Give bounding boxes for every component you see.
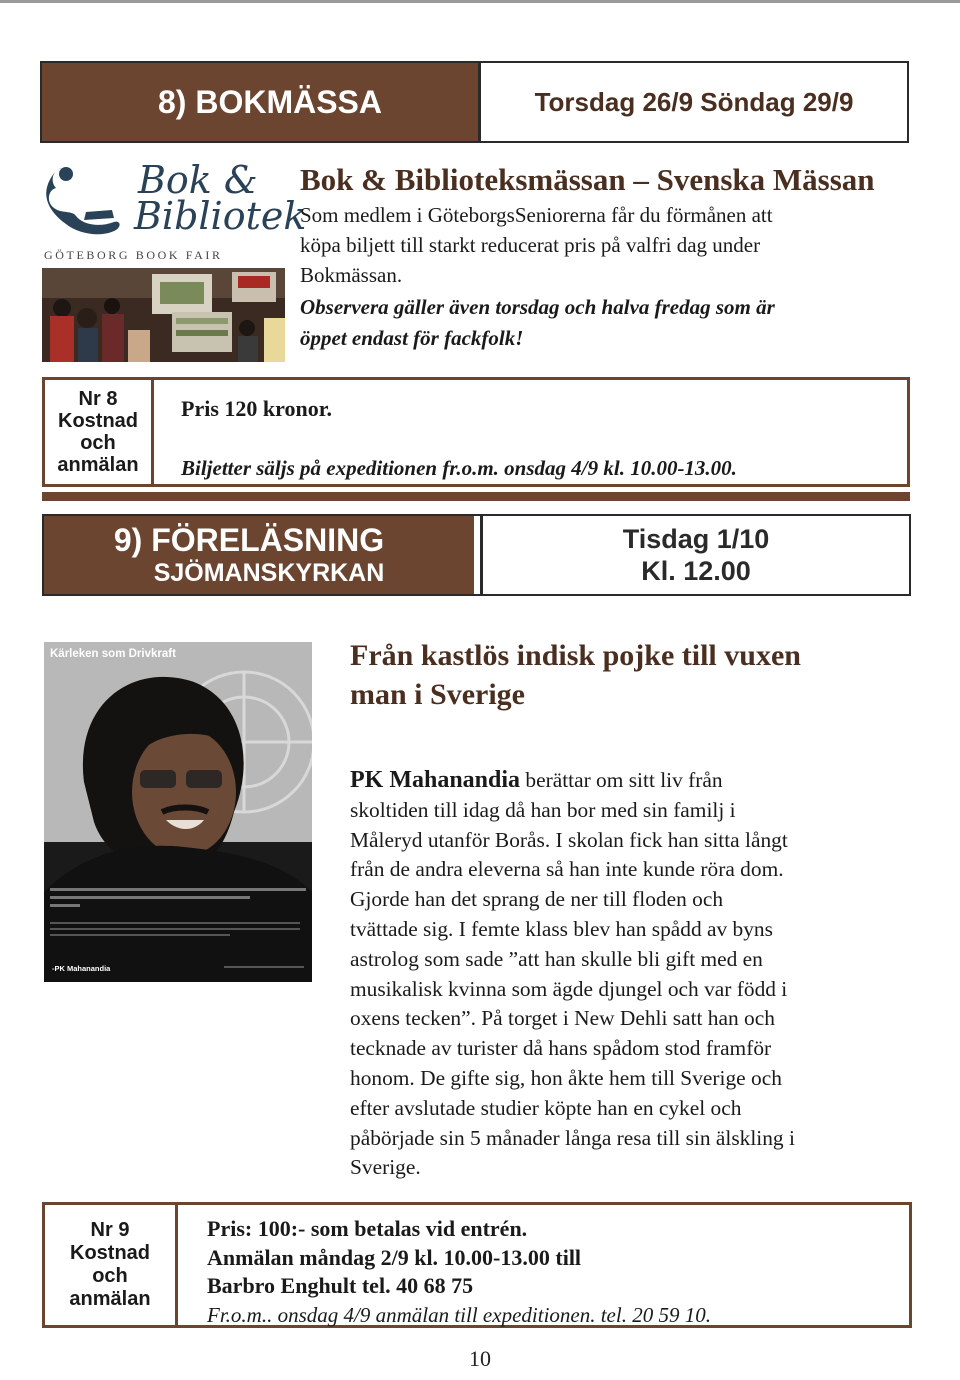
section-9-title: 9) FÖRELÄSNING — [113, 522, 385, 558]
expedition-line: Fr.o.m.. onsdag 4/9 anmälan till expeditionen. tel. 20 59 10. — [207, 1302, 711, 1327]
body-line: Gjorde han det sprang de ner till floden och — [350, 887, 724, 912]
poster-title: Kärleken som Drivkraft — [50, 648, 176, 660]
body-line: musikalisk kvinna som ägde djungel och var född i — [350, 976, 788, 1001]
bok-bibliotek-logo — [42, 158, 307, 262]
section-9-body — [350, 766, 910, 1183]
body-line: påbörjade sin 5 månader långa resa till sin älskling i — [350, 1125, 795, 1150]
top-rule — [0, 0, 960, 3]
section-8-body-line: Bokmässan. — [300, 263, 403, 287]
body-line: efter avslutade studier köpte han en cykel och — [350, 1095, 742, 1120]
page-number: 10 — [469, 1346, 491, 1371]
section-8-note-line: öppet endast för fackfolk! — [300, 326, 524, 350]
heading-line: man i Sverige — [350, 678, 525, 711]
body-line: skoltiden till idag då han bor med sin familj i — [350, 797, 736, 822]
label-line: anmälan — [57, 454, 139, 476]
section-9-header — [42, 514, 911, 596]
section-9-time: Kl. 12.00 — [641, 556, 751, 586]
section-9-date: Tisdag 1/10 — [622, 524, 770, 554]
logo-word-1: Bok & — [138, 158, 258, 202]
body-line: berättar om sitt liv från — [520, 768, 723, 792]
section-8-box-label — [45, 380, 154, 484]
label-line: Nr 8 — [78, 388, 118, 410]
registration-line: Anmälan måndag 2/9 kl. 10.00-13.00 till — [207, 1244, 582, 1270]
label-line: anmälan — [69, 1288, 151, 1310]
speaker-name: PK Mahanandia — [350, 767, 521, 793]
contact-line: Barbro Enghult tel. 40 68 75 — [207, 1273, 474, 1298]
section-divider — [42, 492, 910, 501]
section-9-description — [350, 636, 910, 1183]
section-9-subtitle: SJÖMANSKYRKAN — [153, 559, 385, 587]
book-poster — [44, 642, 312, 982]
label-line: Kostnad — [58, 410, 138, 432]
section-8-heading: Bok & Biblioteksmässan – Svenska Mässan — [300, 162, 875, 197]
section-8-tickets: Biljetter säljs på expeditionen fr.o.m. onsdag 4/9 kl. 10.00-13.00. — [181, 456, 737, 480]
label-line: och — [92, 1265, 128, 1287]
label-line: Kostnad — [70, 1242, 150, 1264]
price-line: Pris: 100:- som betalas vid entrén. — [207, 1216, 528, 1241]
section-9-box-label — [45, 1205, 178, 1325]
section-8-price-box — [42, 377, 910, 487]
body-line: oxens tecken”. På torget i New Dehli satt han och — [350, 1006, 775, 1031]
logo-fair-text: GÖTEBORG BOOK FAIR — [44, 248, 223, 262]
section-9-datetime — [480, 516, 909, 594]
body-line: Måleryd utanför Borås. I skolan fick han sitta långt — [350, 827, 788, 852]
section-9-box-lines — [207, 1215, 711, 1329]
section-9-title-block — [44, 516, 474, 594]
section-8-date: Torsdag 26/9 Söndag 29/9 — [478, 63, 907, 141]
body-line: från de andra eleverna så han inte kunde röra dom. — [350, 857, 784, 882]
label-line: Nr 9 — [90, 1219, 130, 1241]
section-8-price: Pris 120 kronor. — [181, 396, 332, 421]
section-8-title: 8) BOKMÄSSA — [42, 63, 478, 141]
section-8-header — [40, 61, 909, 143]
body-line: tecknade av turister då hans spådom stod framför — [350, 1036, 772, 1061]
section-8-note-line: Observera gäller även torsdag och halva fredag som är — [300, 295, 775, 319]
section-9-heading — [350, 636, 910, 714]
body-line: tvättade sig. I femte klass blev han spådd av byns — [350, 916, 773, 941]
section-8-body-line: Som medlem i GöteborgsSeniorerna får du förmånen att — [300, 203, 773, 227]
section-8-body-line: köpa biljett till starkt reducerat pris på valfri dag under — [300, 233, 761, 257]
logo-word-2: Bibliotek — [134, 194, 307, 238]
body-line: Sverige. — [350, 1155, 421, 1180]
section-8-description — [300, 160, 920, 354]
mermaid-logo-icon — [42, 160, 124, 240]
poster-author: -PK Mahanandia — [52, 964, 111, 973]
label-line: och — [80, 432, 116, 454]
heading-line: Från kastlös indisk pojke till vuxen — [350, 639, 801, 672]
book-fair-photo — [42, 268, 285, 362]
section-9-price-box — [42, 1202, 912, 1328]
body-line: astrolog som sade ”att han skulle bli gift med en — [350, 946, 763, 971]
body-line: honom. De gifte sig, hon åkte hem till Sverige och — [350, 1065, 782, 1090]
